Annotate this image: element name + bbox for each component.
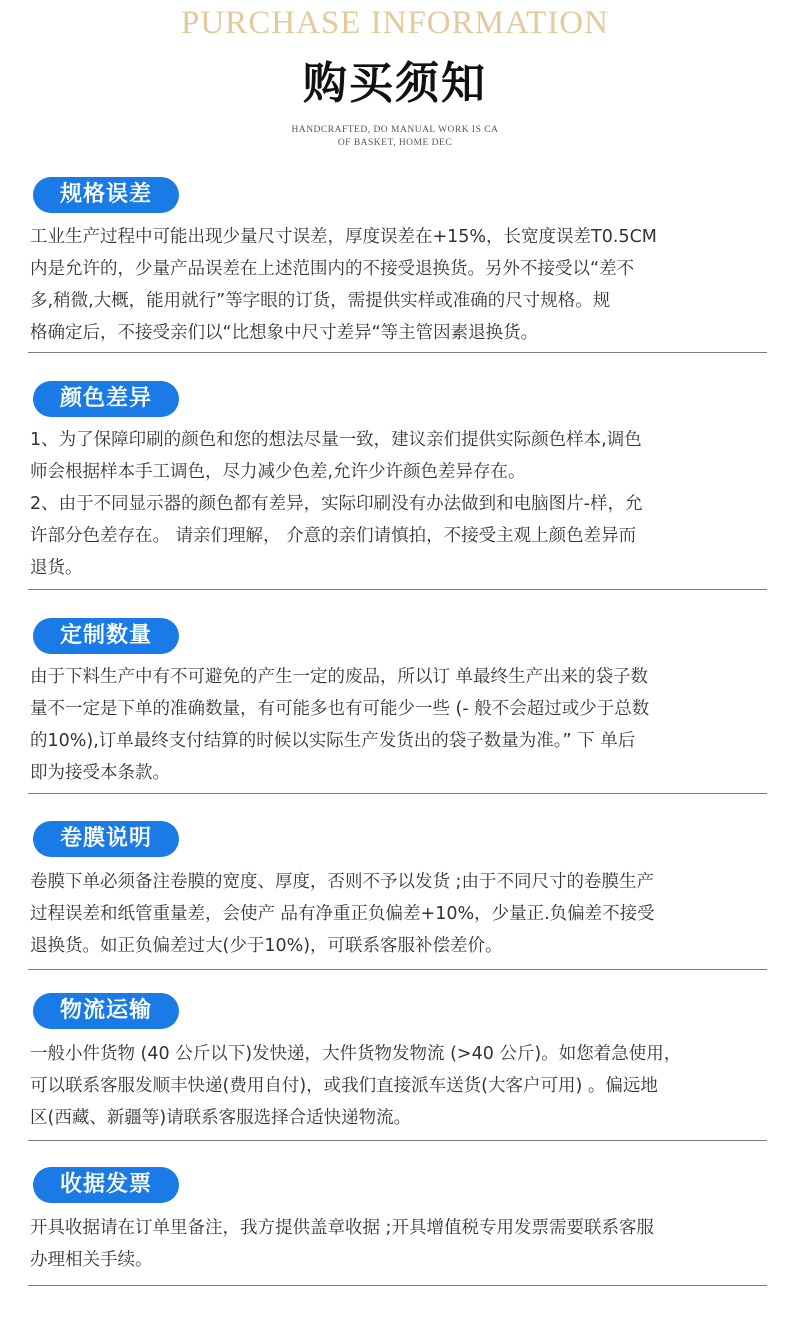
subtitle-line-2: OF BASKET, HOME DEC (337, 138, 453, 148)
body-line: 退换货。如正负偏差过大(少于10%)，可联系客服补偿差价。 (30, 936, 503, 956)
section-divider (28, 589, 767, 590)
body-line: 内是允许的，少量产品误差在上述范围内的不接受退换货。另外不接受以“差不 (30, 259, 635, 279)
page-title: 购买须知 (303, 58, 487, 109)
section-divider (28, 793, 767, 794)
body-line: 师会根据样本手工调色，尽力减少色差,允许少许颜色差异存在。 (30, 462, 526, 482)
section-title-badge: 规格误差 (33, 177, 179, 213)
section-title-badge: 定制数量 (33, 618, 179, 654)
body-line: 多,稍微,大概，能用就行”等字眼的订货，需提供实样或准确的尺寸规格。规 (30, 291, 611, 311)
body-line: 的10%),订单最终支付结算的时候以实际生产发货出的袋子数量为准。” 下 单后 (30, 731, 636, 751)
body-line: 过程误差和纸管重量差，会使产 品有净重正负偏差+10%，少量正.负偏差不接受 (30, 904, 655, 924)
subtitle-line-1: HANDCRAFTED, DO MANUAL WORK IS CA (291, 125, 499, 135)
section-title-badge: 颜色差异 (33, 381, 179, 417)
section-divider (28, 1140, 767, 1141)
section-title-badge: 卷膜说明 (33, 821, 179, 857)
body-line: 区(西藏、新疆等)请联系客服选择合适快递物流。 (30, 1108, 412, 1128)
body-line: 由于下料生产中有不可避免的产生一定的废品，所以订 单最终生产出来的袋子数 (30, 667, 649, 687)
english-title: PURCHASE INFORMATION (181, 5, 609, 41)
section-body (30, 424, 760, 584)
body-line: 许部分色差存在。 请亲们理解， 介意的亲们请慎拍，不接受主观上颜色差异而 (30, 526, 637, 546)
section-body (30, 221, 760, 349)
body-line: 格确定后，不接受亲们以“比想象中尺寸差异“等主管因素退换货。 (30, 323, 539, 343)
body-line: 办理相关手续。 (30, 1250, 153, 1270)
page-header (0, 0, 790, 160)
section-title-badge: 物流运输 (33, 993, 179, 1029)
body-line: 退货。 (30, 558, 83, 578)
body-line: 2、由于不同显示器的颜色都有差异，实际印刷没有办法做到和电脑图片-样，允 (30, 494, 643, 514)
section-body (30, 1212, 760, 1276)
body-line: 开具收据请在订单里备注，我方提供盖章收据 ;开具增值税专用发票需要联系客服 (30, 1218, 654, 1238)
body-line: 量不一定是下单的准确数量，有可能多也有可能少一些 (- 般不会超过或少于总数 (30, 699, 650, 719)
section-title-badge: 收据发票 (33, 1167, 179, 1203)
section-body (30, 866, 760, 962)
body-line: 工业生产过程中可能出现少量尺寸误差，厚度误差在+15%，长宽度误差T0.5CM (30, 227, 657, 247)
section-divider (28, 352, 767, 353)
section-body (30, 661, 760, 789)
section-body (30, 1038, 760, 1134)
body-line: 卷膜下单必须备注卷膜的宽度、厚度，否则不予以发货 ;由于不同尺寸的卷膜生产 (30, 872, 654, 892)
body-line: 一般小件货物 (40 公斤以下)发快递，大件货物发物流 (>40 公斤)。如您着急使用， (30, 1044, 682, 1064)
body-line: 1、为了保障印刷的颜色和您的想法尽量一致，建议亲们提供实际颜色样本,调色 (30, 430, 642, 450)
section-divider (28, 1285, 767, 1286)
body-line: 即为接受本条款。 (30, 763, 170, 783)
section-divider (28, 969, 767, 970)
body-line: 可以联系客服发顺丰快递(费用自付)，或我们直接派车送货(大客户可用) 。偏远地 (30, 1076, 658, 1096)
